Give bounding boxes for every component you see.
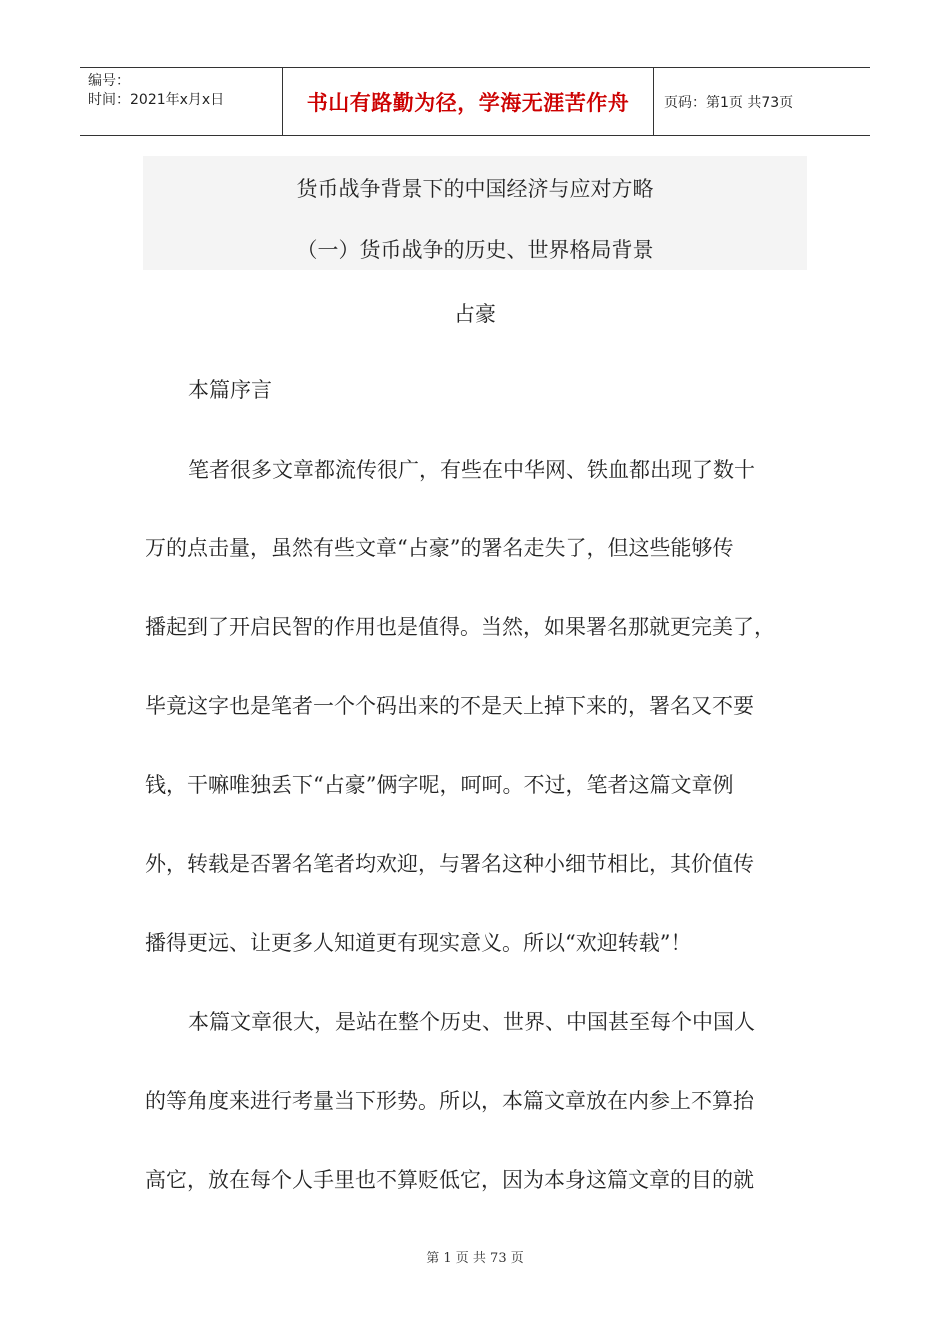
time-label: 时间：2021年x月x日 xyxy=(88,92,225,108)
header-page-info xyxy=(654,68,870,135)
document-subtitle: （一）货币战争的历史、世界格局背景 xyxy=(296,238,654,262)
header-motto-cell xyxy=(282,68,654,135)
body-line: 万的点击量，虽然有些文章“占豪”的署名走失了，但这些能够传 xyxy=(145,536,734,560)
body-line: 播起到了开启民智的作用也是值得。当然，如果署名那就更完美了， xyxy=(145,615,775,639)
document-title: 货币战争背景下的中国经济与应对方略 xyxy=(296,177,654,201)
page-info-text: 页码：第1页 共73页 xyxy=(664,94,794,111)
body-line: 播得更远、让更多人知道更有现实意义。所以“欢迎转载”！ xyxy=(145,931,692,955)
body-line: 外，转载是否署名笔者均欢迎，与署名这种小细节相比，其价值传 xyxy=(145,852,754,876)
body-line: 笔者很多文章都流传很广，有些在中华网、铁血都出现了数十 xyxy=(188,458,755,482)
number-label: 编号： xyxy=(88,73,130,89)
author-name: 占豪 xyxy=(454,302,496,326)
page-footer: 第 1 页 共 73 页 xyxy=(426,1251,524,1266)
body-line: 钱，干嘛唯独丢下“占豪”俩字呢，呵呵。不过，笔者这篇文章例 xyxy=(145,773,734,797)
document-header xyxy=(80,67,870,136)
body-line: 本篇文章很大，是站在整个历史、世界、中国甚至每个中国人 xyxy=(188,1010,755,1034)
body-line: 的等角度来进行考量当下形势。所以，本篇文章放在内参上不算抬 xyxy=(145,1089,754,1113)
section-heading: 本篇序言 xyxy=(188,378,272,402)
body-line: 高它，放在每个人手里也不算贬低它，因为本身这篇文章的目的就 xyxy=(145,1168,754,1192)
body-line: 毕竟这字也是笔者一个个码出来的不是天上掉下来的，署名又不要 xyxy=(145,694,754,718)
motto-text: 书山有路勤为径，学海无涯苦作舟 xyxy=(306,90,630,115)
header-meta xyxy=(80,68,282,135)
title-block xyxy=(143,156,807,270)
